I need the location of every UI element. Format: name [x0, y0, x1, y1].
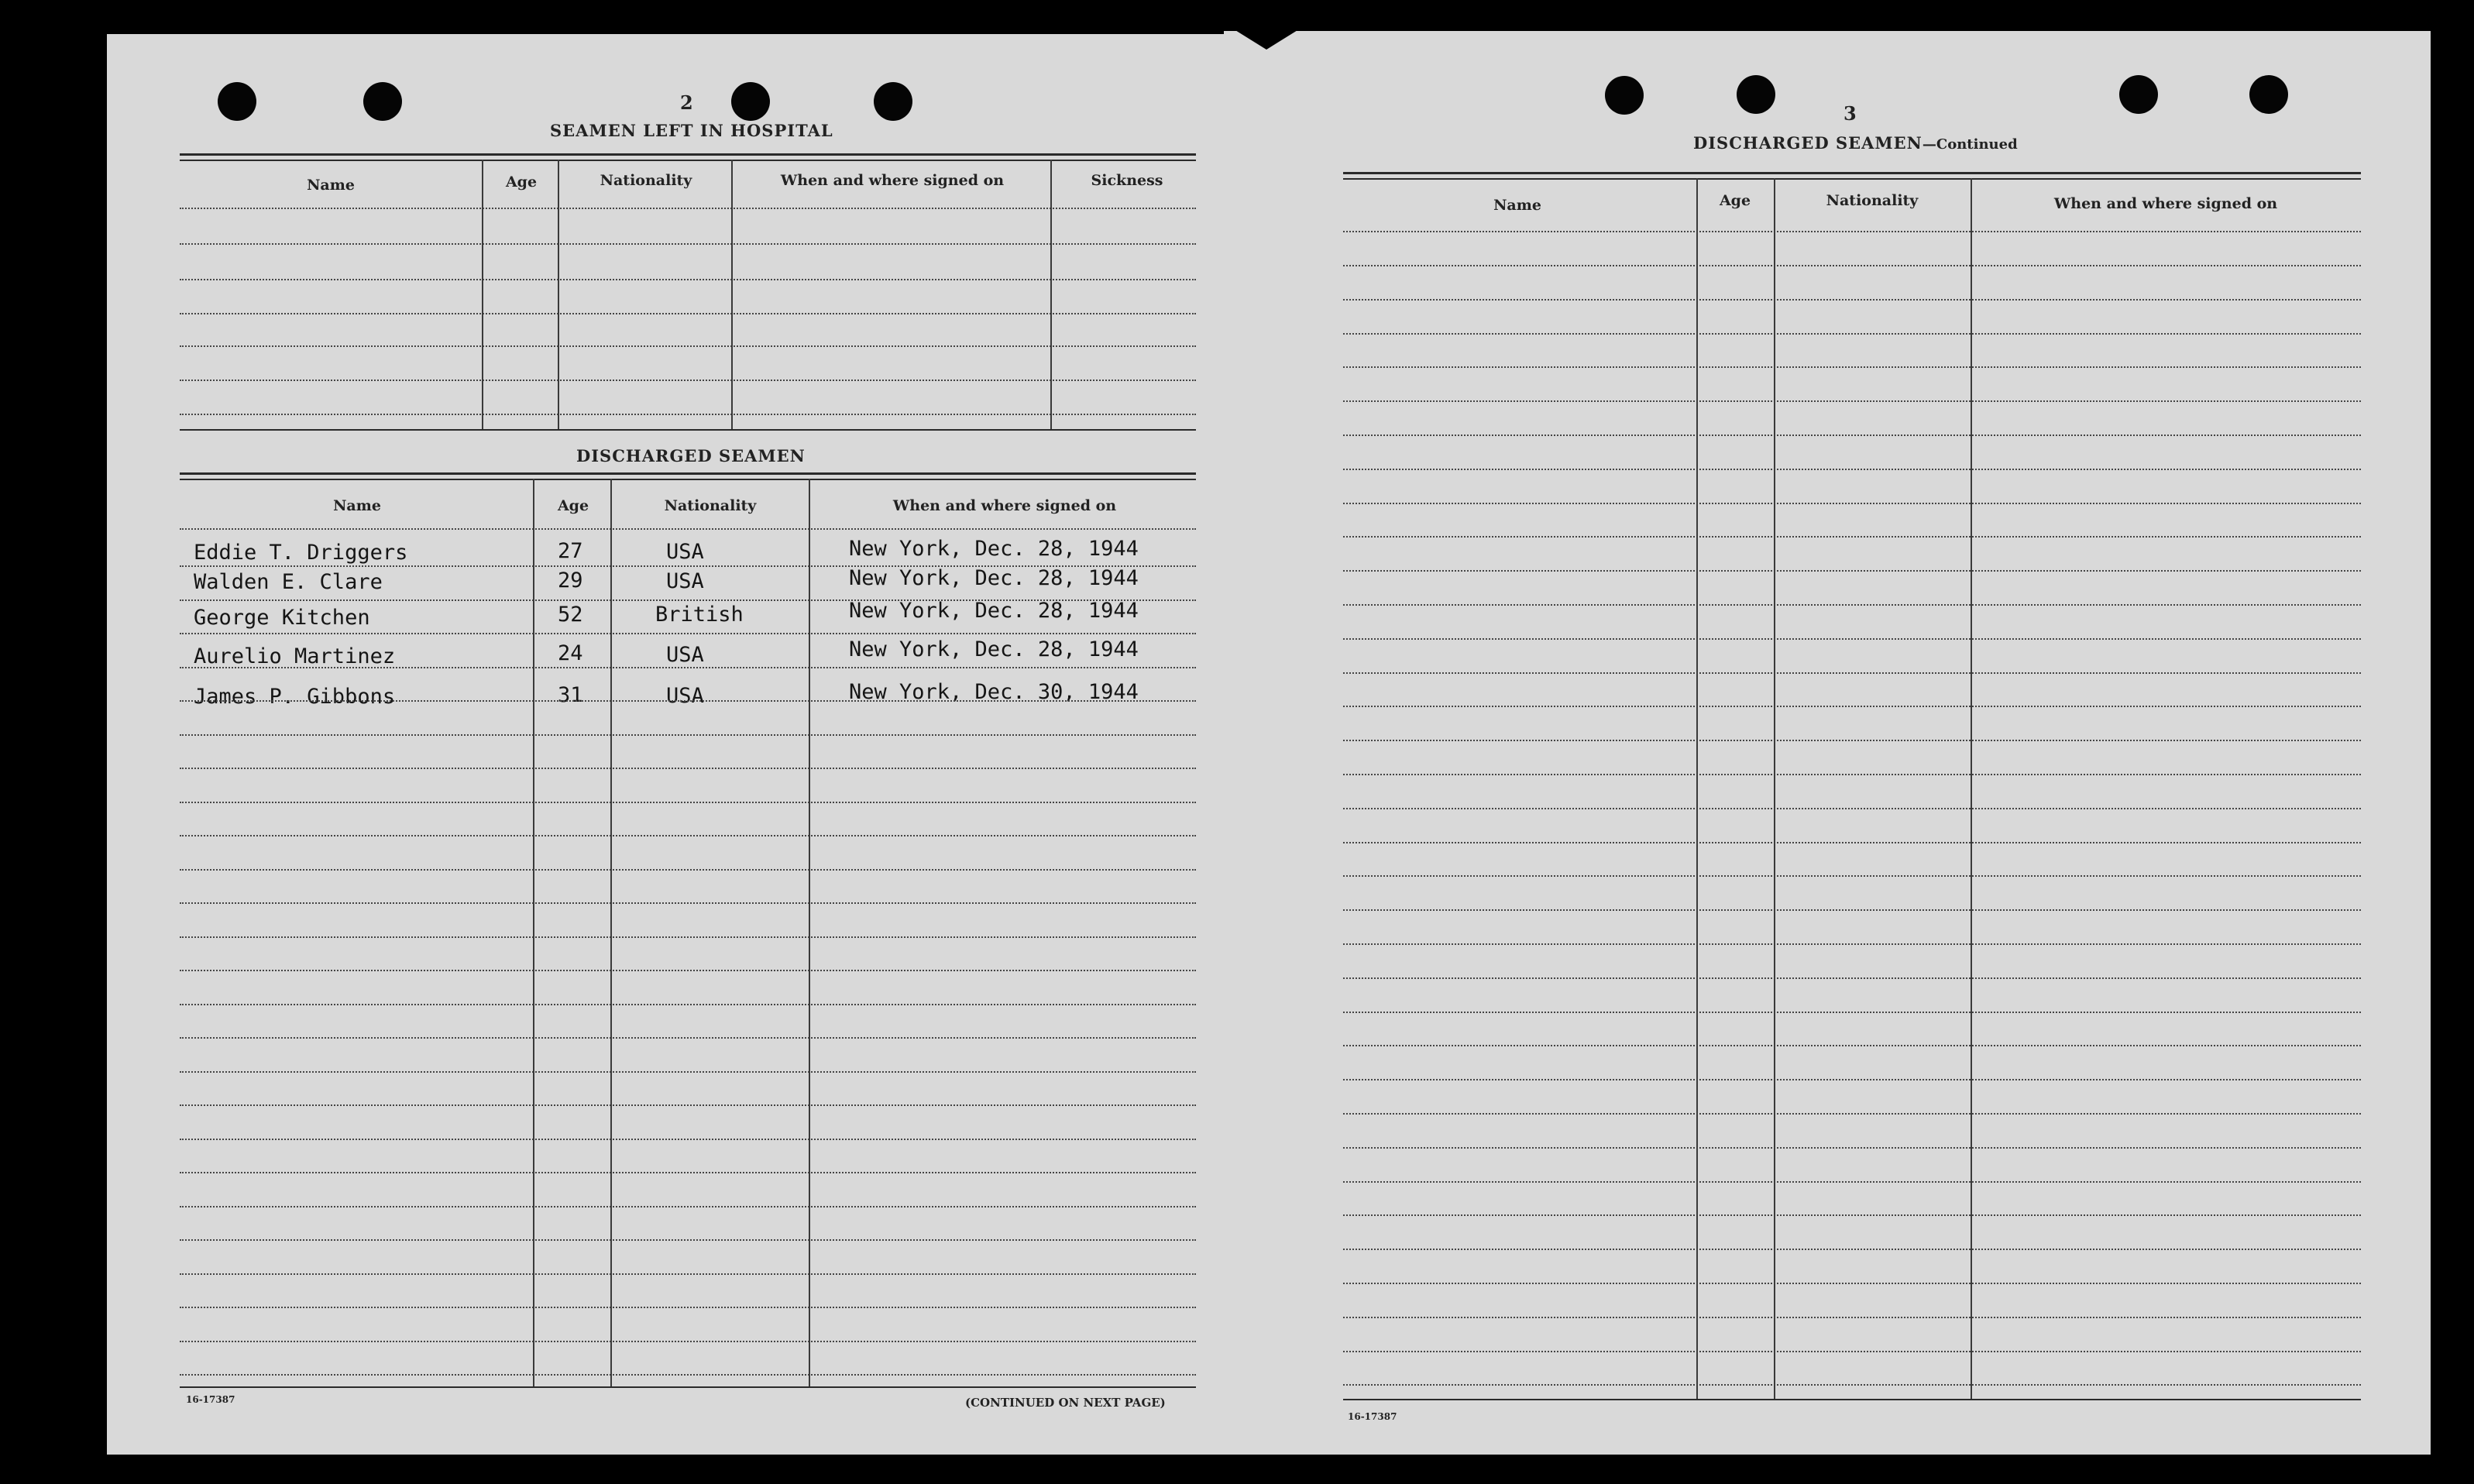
- discharged-header-age: Age: [557, 497, 589, 514]
- discharged-section-title: DISCHARGED SEAMEN: [576, 446, 806, 465]
- seaman-age: 29: [558, 569, 583, 593]
- ruled-line: [1343, 842, 2361, 843]
- punch-hole: [1737, 75, 1775, 114]
- seaman-age: 31: [558, 683, 583, 707]
- form-number: 16-17387: [1348, 1411, 1397, 1422]
- page-number: 3: [1843, 102, 1857, 125]
- seaman-name: Aurelio Martinez: [194, 644, 396, 668]
- ruled-line: [180, 414, 1196, 415]
- left-page: [107, 34, 1277, 1455]
- ruled-line: [180, 700, 1196, 702]
- table-top-rule: [1343, 178, 2361, 180]
- right-section-title: [1693, 133, 2018, 153]
- column-divider: [809, 479, 810, 1386]
- ruled-line: [180, 345, 1196, 347]
- ruled-line: [180, 565, 1196, 567]
- ruled-line: [1343, 774, 2361, 775]
- right-header-age: Age: [1719, 192, 1751, 209]
- ruled-line: [1343, 435, 2361, 436]
- ruled-line: [1343, 503, 2361, 504]
- ruled-line: [1343, 231, 2361, 232]
- hospital-header-name: Name: [307, 177, 355, 194]
- seaman-name: George Kitchen: [194, 606, 370, 630]
- column-divider: [1050, 160, 1052, 429]
- ruled-line: [1343, 1012, 2361, 1013]
- ruled-line: [180, 1307, 1196, 1308]
- discharged-header-nationality: Nationality: [664, 497, 757, 514]
- punch-hole: [363, 82, 402, 121]
- seaman-signed-on: New York, Dec. 28, 1944: [849, 537, 1139, 561]
- hospital-header-sickness: Sickness: [1091, 172, 1163, 189]
- column-divider: [558, 160, 559, 429]
- seaman-age: 27: [558, 539, 583, 563]
- ruled-line: [180, 1273, 1196, 1275]
- ruled-line: [1343, 909, 2361, 911]
- ruled-line: [180, 279, 1196, 280]
- seaman-signed-on: New York, Dec. 28, 1944: [849, 637, 1139, 661]
- ruled-line: [1343, 638, 2361, 640]
- ruled-line: [180, 936, 1196, 938]
- ruled-line: [1343, 299, 2361, 301]
- table-bottom-rule: [180, 1386, 1196, 1388]
- ruled-line: [180, 1239, 1196, 1241]
- ruled-line: [180, 528, 1196, 530]
- ruled-line: [1343, 400, 2361, 402]
- ruled-line: [180, 768, 1196, 769]
- table-bottom-rule: [1343, 1399, 2361, 1400]
- punch-hole: [731, 82, 770, 121]
- table-bottom-rule: [180, 429, 1196, 431]
- table-top-rule: [180, 472, 1196, 475]
- seaman-name: James P. Gibbons: [194, 685, 396, 709]
- seaman-signed-on: New York, Dec. 28, 1944: [849, 566, 1139, 590]
- continued-note: (CONTINUED ON NEXT PAGE): [965, 1396, 1166, 1410]
- table-top-rule: [1343, 172, 2361, 174]
- hospital-header-nationality: Nationality: [600, 172, 692, 189]
- ruled-line: [180, 208, 1196, 209]
- ruled-line: [180, 835, 1196, 836]
- punch-hole: [1605, 76, 1644, 115]
- ruled-line: [1343, 536, 2361, 538]
- ruled-line: [1343, 672, 2361, 674]
- ruled-line: [1343, 570, 2361, 572]
- discharged-header-name: Name: [333, 497, 381, 514]
- seaman-nationality: USA: [666, 684, 704, 708]
- right-header-nationality: Nationality: [1826, 192, 1919, 209]
- ruled-line: [180, 380, 1196, 381]
- ruled-line: [1343, 740, 2361, 741]
- ruled-line: [1343, 1283, 2361, 1284]
- ruled-line: [1343, 1181, 2361, 1183]
- page-number: 2: [680, 91, 693, 114]
- seaman-signed-on: New York, Dec. 30, 1944: [849, 680, 1139, 704]
- ruled-line: [1343, 1351, 2361, 1352]
- column-divider: [731, 160, 733, 429]
- ruled-line: [180, 667, 1196, 668]
- form-number: 16-17387: [186, 1394, 235, 1405]
- ruled-line: [1343, 1317, 2361, 1318]
- ruled-line: [180, 869, 1196, 871]
- ruled-line: [1343, 706, 2361, 707]
- right-page: [1224, 31, 2431, 1455]
- ruled-line: [1343, 1079, 2361, 1080]
- ruled-line: [180, 734, 1196, 736]
- ruled-line: [1343, 1214, 2361, 1216]
- punch-hole: [874, 82, 912, 121]
- seaman-nationality: British: [655, 603, 744, 627]
- ruled-line: [1343, 1249, 2361, 1250]
- seaman-age: 52: [558, 603, 583, 627]
- ruled-line: [1343, 1113, 2361, 1115]
- ruled-line: [180, 802, 1196, 803]
- ruled-line: [180, 1374, 1196, 1376]
- ruled-line: [180, 1004, 1196, 1005]
- ruled-line: [180, 1206, 1196, 1207]
- ruled-line: [180, 599, 1196, 601]
- ruled-line: [180, 1172, 1196, 1173]
- table-top-rule: [180, 479, 1196, 480]
- seaman-nationality: USA: [666, 569, 704, 593]
- column-divider: [610, 479, 612, 1386]
- ruled-line: [1343, 333, 2361, 335]
- seaman-nationality: USA: [666, 643, 704, 667]
- ruled-line: [1343, 469, 2361, 470]
- right-title-main: DISCHARGED SEAMEN: [1693, 133, 1923, 153]
- hospital-header-signed-on: When and where signed on: [780, 172, 1005, 189]
- seaman-name: Eddie T. Driggers: [194, 541, 408, 565]
- column-divider: [1774, 178, 1775, 1399]
- punch-hole: [218, 82, 256, 121]
- discharged-header-signed-on: When and where signed on: [892, 497, 1117, 514]
- ruled-line: [180, 313, 1196, 314]
- ruled-line: [180, 1139, 1196, 1140]
- hospital-section-title: SEAMEN LEFT IN HOSPITAL: [550, 121, 833, 140]
- column-divider: [1696, 178, 1698, 1399]
- ruled-line: [1343, 1045, 2361, 1046]
- ruled-line: [180, 1341, 1196, 1342]
- ruled-line: [180, 633, 1196, 634]
- ruled-line: [1343, 1384, 2361, 1386]
- ruled-line: [180, 1071, 1196, 1073]
- ruled-line: [1343, 875, 2361, 877]
- column-divider: [1971, 178, 1972, 1399]
- hospital-header-age: Age: [505, 173, 538, 191]
- column-divider: [482, 160, 483, 429]
- punch-hole: [2249, 75, 2288, 114]
- seaman-name: Walden E. Clare: [194, 570, 383, 594]
- ruled-line: [1343, 808, 2361, 809]
- seaman-nationality: USA: [666, 540, 704, 564]
- punch-hole: [2119, 75, 2158, 114]
- ruled-line: [180, 1104, 1196, 1106]
- table-top-rule: [180, 160, 1196, 161]
- ruled-line: [180, 902, 1196, 904]
- right-header-name: Name: [1493, 197, 1541, 214]
- table-top-rule: [180, 153, 1196, 156]
- ruled-line: [1343, 604, 2361, 606]
- ruled-line: [1343, 943, 2361, 945]
- seaman-signed-on: New York, Dec. 28, 1944: [849, 599, 1139, 623]
- ruled-line: [1343, 977, 2361, 979]
- ruled-line: [180, 243, 1196, 245]
- ruled-line: [180, 1037, 1196, 1039]
- right-title-suffix: —Continued: [1922, 136, 2018, 153]
- ruled-line: [180, 970, 1196, 971]
- ruled-line: [1343, 265, 2361, 266]
- column-divider: [533, 479, 534, 1386]
- seaman-age: 24: [558, 641, 583, 665]
- right-header-signed-on: When and where signed on: [2053, 195, 2278, 212]
- ruled-line: [1343, 1147, 2361, 1149]
- ruled-line: [1343, 366, 2361, 368]
